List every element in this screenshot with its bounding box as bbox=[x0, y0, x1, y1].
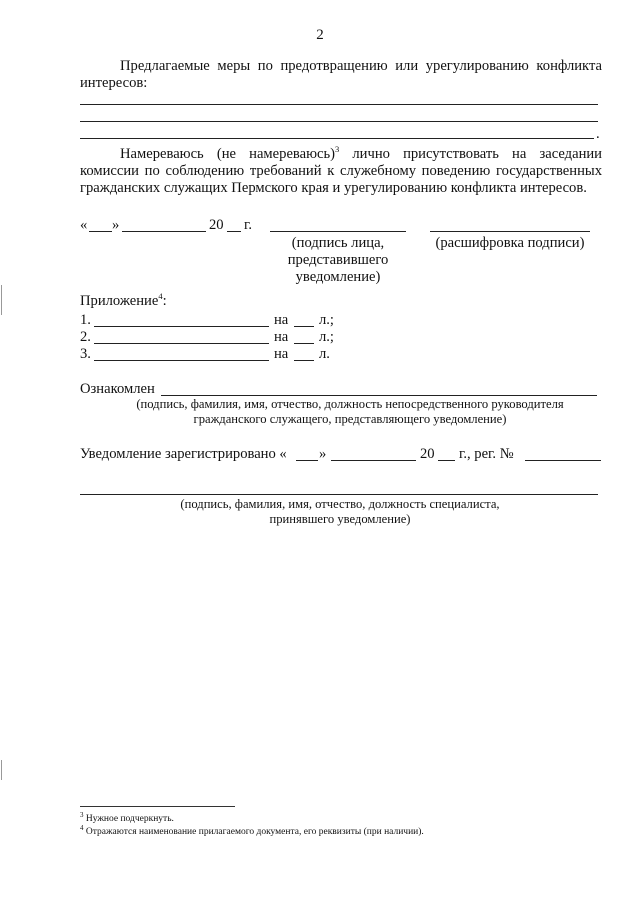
date-close-quote: » bbox=[112, 217, 120, 233]
date-open-quote: « bbox=[80, 217, 88, 233]
attachment-sheets-field-3[interactable] bbox=[294, 360, 314, 361]
footnote-3-text: Нужное подчеркнуть. bbox=[83, 814, 174, 824]
date-month-field[interactable] bbox=[122, 231, 206, 232]
attachment-title-text: Приложение bbox=[80, 293, 159, 309]
attachment-sheets-1: л.; bbox=[319, 312, 334, 328]
registration-day-field[interactable] bbox=[296, 460, 318, 461]
registration-number-label: г., рег. № bbox=[459, 446, 514, 462]
acquainted-label: Ознакомлен bbox=[80, 381, 155, 397]
attachment-sheets-field-1[interactable] bbox=[294, 326, 314, 327]
attachment-on-3: на bbox=[274, 346, 289, 362]
measures-line-1[interactable] bbox=[80, 104, 598, 105]
attachment-num-3: 3. bbox=[80, 346, 91, 362]
signature-field[interactable] bbox=[270, 231, 406, 232]
footnote-4-num: 4 bbox=[80, 823, 84, 832]
attachment-colon: : bbox=[162, 293, 167, 309]
date-day-field[interactable] bbox=[89, 231, 112, 232]
registration-month-field[interactable] bbox=[331, 460, 416, 461]
specialist-caption: (подпись, фамилия, имя, отчество, должность специалиста, принявшего уведомление) bbox=[180, 497, 500, 526]
footnote-ref-4: 4 bbox=[158, 291, 163, 302]
attachment-name-field-1[interactable] bbox=[94, 326, 269, 327]
attachment-title bbox=[80, 293, 167, 310]
acquainted-field[interactable] bbox=[161, 395, 597, 396]
footnote-3 bbox=[80, 810, 174, 825]
attachment-on-1: на bbox=[274, 312, 289, 328]
registration-number-field[interactable] bbox=[525, 460, 601, 461]
intention-text-before: Намереваюсь (не намереваюсь) bbox=[120, 146, 335, 162]
registration-year-field[interactable] bbox=[438, 460, 455, 461]
date-year-field[interactable] bbox=[227, 231, 241, 232]
footnote-3-num: 3 bbox=[80, 810, 84, 819]
specialist-field[interactable] bbox=[80, 494, 598, 495]
attachment-name-field-3[interactable] bbox=[94, 360, 269, 361]
measures-end-mark: . bbox=[596, 126, 600, 142]
attachment-num-2: 2. bbox=[80, 329, 91, 345]
measures-line-2[interactable] bbox=[80, 121, 598, 122]
attachment-sheets-2: л.; bbox=[319, 329, 334, 345]
attachment-name-field-2[interactable] bbox=[94, 343, 269, 344]
measures-line-3[interactable] bbox=[80, 138, 594, 139]
attachment-sheets-3: л. bbox=[319, 346, 330, 362]
footnote-ref-3: 3 bbox=[335, 144, 340, 155]
footnote-4-text: Отражаются наименование прилагаемого документа, его реквизиты (при наличии). bbox=[83, 827, 424, 837]
footnote-separator bbox=[80, 806, 235, 807]
date-year-prefix: 20 bbox=[209, 217, 224, 233]
scan-edge-mark-2 bbox=[1, 760, 2, 780]
signature-decode-field[interactable] bbox=[430, 231, 590, 232]
page-number: 2 bbox=[316, 27, 324, 43]
measures-text: Предлагаемые меры по предотвращению или урегулированию конфликта интересов: bbox=[80, 58, 602, 91]
registration-close-quote: » bbox=[319, 446, 327, 462]
attachment-sheets-field-2[interactable] bbox=[294, 343, 314, 344]
signature-decode-caption: (расшифровка подписи) bbox=[435, 235, 585, 251]
registration-label: Уведомление зарегистрировано « bbox=[80, 446, 287, 462]
date-year-suffix: г. bbox=[244, 217, 252, 233]
footnote-4 bbox=[80, 823, 424, 838]
acquainted-caption: (подпись, фамилия, имя, отчество, должность непосредственного руководителя гражданского служащего, представляющего уведомление) bbox=[136, 397, 564, 426]
signature-caption: (подпись лица, представившего уведомление) bbox=[287, 235, 389, 285]
intention-text bbox=[80, 146, 602, 197]
scan-edge-mark-1 bbox=[1, 285, 2, 315]
intention-text-after: лично присутствовать на заседании комиссии по соблюдению требований к служебному поведению государственных гражданских служащих Пермского края и урегулированию конфликта интересов. bbox=[80, 146, 602, 196]
registration-year-prefix: 20 bbox=[420, 446, 435, 462]
attachment-num-1: 1. bbox=[80, 312, 91, 328]
attachment-on-2: на bbox=[274, 329, 289, 345]
